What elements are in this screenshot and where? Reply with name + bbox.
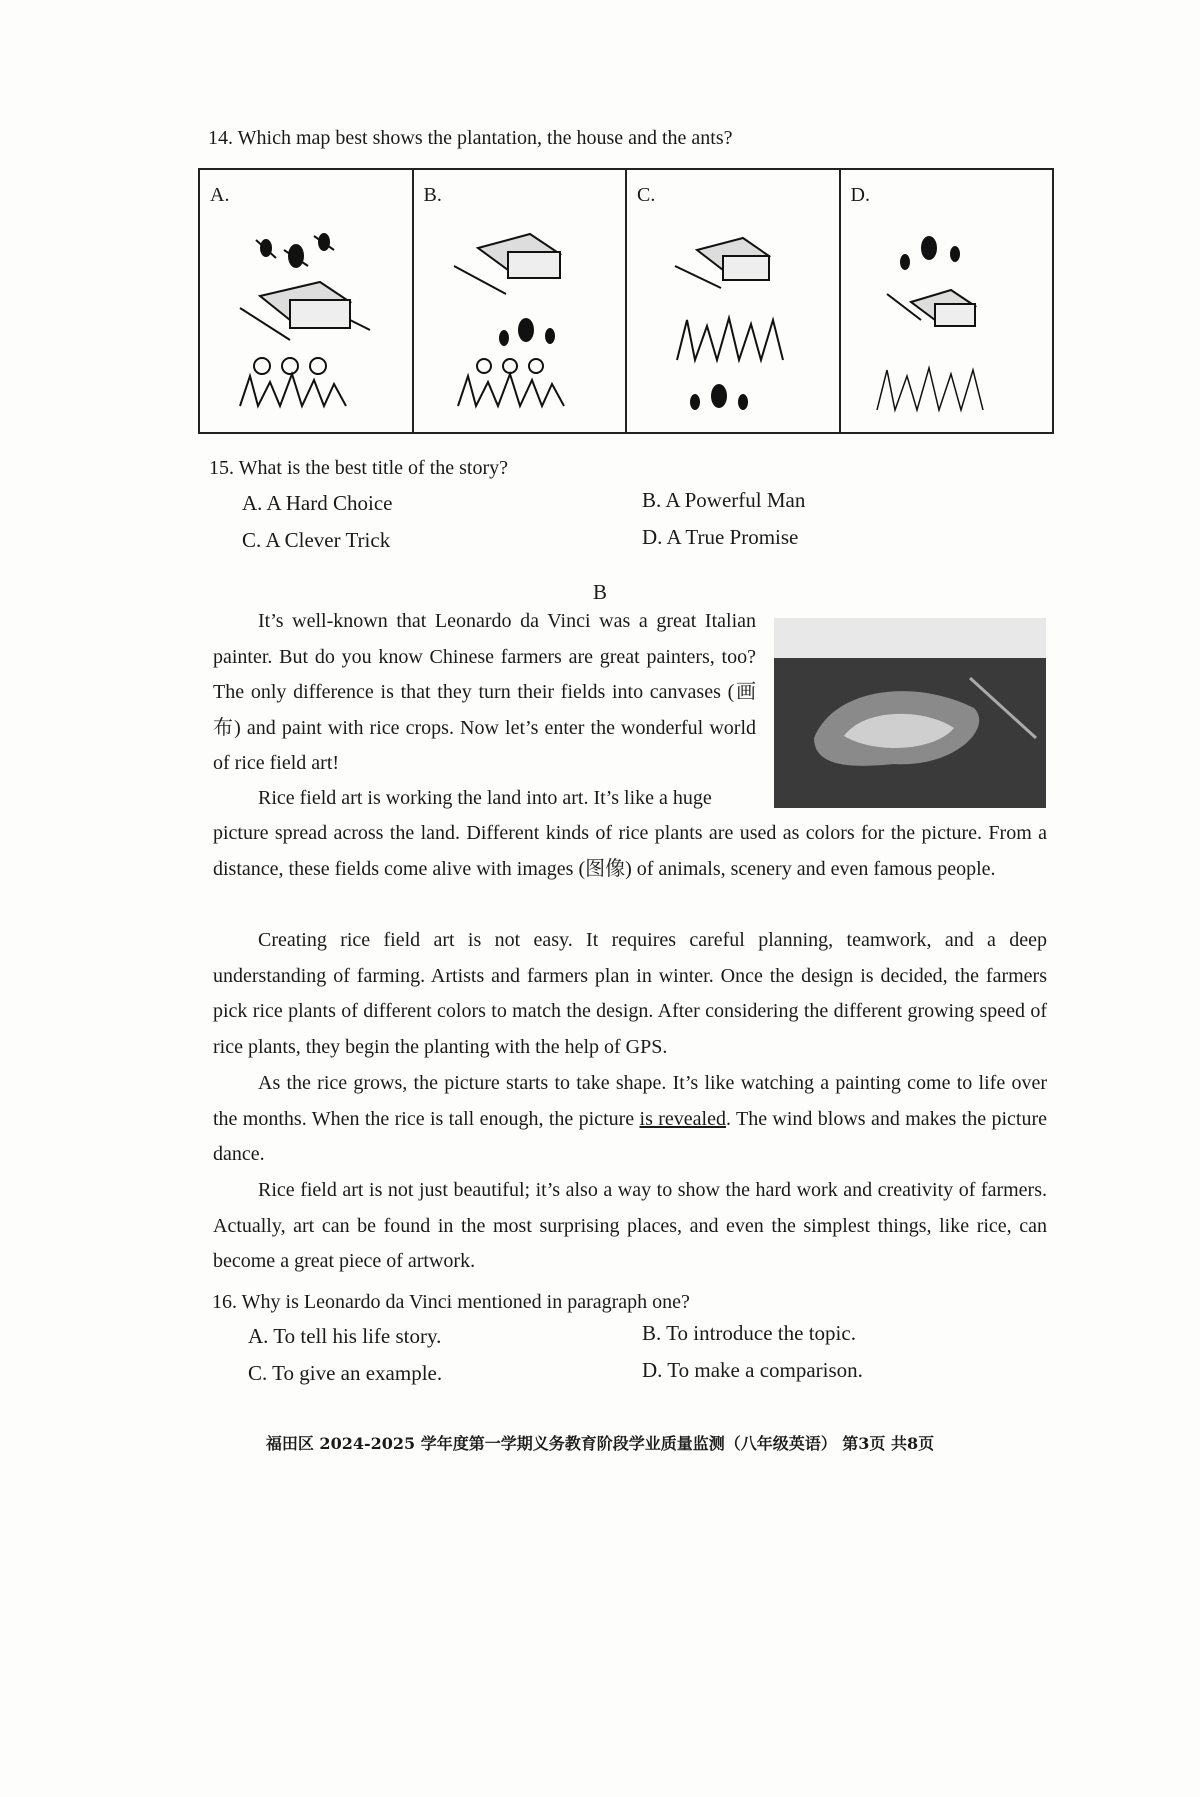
passage-paragraph-1 [213,604,756,782]
question-16-stem: 16. Why is Leonardo da Vinci mentioned in paragraph one? [212,1291,690,1313]
map-d-drawing [841,170,1053,432]
section-heading: B [592,580,607,604]
passage-paragraph-4-text-b: . The wind blows and makes the picture dance. [213,1107,1047,1165]
map-option-c-label: C. [637,184,656,206]
passage-paragraph-2-start [213,781,756,817]
passage-paragraph-5 [213,1173,1047,1280]
passage-paragraph-3 [213,923,1047,1065]
question-15-option-b[interactable]: B. A Powerful Man [642,488,806,512]
question-15-option-d[interactable]: D. A True Promise [642,525,799,549]
map-option-d-label: D. [850,184,870,206]
map-option-c[interactable] [627,170,841,432]
ants-icon [256,233,334,268]
passage-paragraph-2-rest [213,816,1047,887]
question-15-stem: 15. What is the best title of the story? [209,457,509,479]
map-b-drawing [414,170,626,432]
plantation-icon [877,368,983,410]
house-icon [454,234,560,294]
passage-paragraph-4-text-a: As the rice grows, the picture starts to take shape. It’s like watching a painting come to life over the months. When the rice is tall enough, the picture [213,1072,1047,1130]
question-16-option-d[interactable]: D. To make a comparison. [642,1358,863,1382]
plantation-icon [458,359,564,406]
question-16-option-b[interactable]: B. To introduce the topic. [642,1321,856,1345]
house-icon [887,290,975,326]
passage-paragraph-3-text: Creating rice field art is not easy. It requires careful planning, teamwork, and a deep understanding of farming. Artists and farmers plan in winter. Once the design is decided, the farmers pick rice plants of different colors to match the design. After considering the different growing speed of rice plants, they begin the planting with the help of GPS. [213,929,1047,1058]
underlined-phrase: is revealed [639,1107,726,1130]
passage-paragraph-2-text-a: Rice field art is working the land into art. It’s like a huge [258,787,712,809]
map-option-b[interactable] [414,170,628,432]
passage-paragraph-2-text-b: picture spread across the land. Different kinds of rice plants are used as colors for the picture. From a distance, these fields come alive with images (图像) of animals, scenery and even famous people. [213,822,1047,880]
house-icon [675,238,769,288]
question-15-option-a[interactable]: A. A Hard Choice [242,491,393,515]
passage-paragraph-5-text: Rice field art is not just beautiful; it’s also a way to show the hard work and creativity of farmers. Actually, art can be found in the most surprising places, and even the simplest things, like rice, can become a great piece of artwork. [213,1179,1047,1272]
map-a-drawing [200,170,412,432]
house-icon [240,282,370,340]
map-option-d[interactable] [841,170,1053,432]
map-option-a[interactable] [200,170,414,432]
question-15-option-c[interactable]: C. A Clever Trick [242,528,391,552]
question-14-map-options [198,168,1054,434]
map-c-drawing [627,170,839,432]
question-14-stem: 14. Which map best shows the plantation, the house and the ants? [208,127,733,149]
question-16-option-c[interactable]: C. To give an example. [248,1361,443,1385]
passage-paragraph-4 [213,1066,1047,1173]
ants-icon [499,318,555,346]
map-option-b-label: B. [423,184,442,206]
plantation-icon [240,358,346,406]
map-option-a-label: A. [210,184,230,206]
plantation-icon [677,318,783,360]
rice-field-art-photo [774,618,1046,808]
passage-paragraph-1-text: It’s well-known that Leonardo da Vinci was a great Italian painter. But do you know Chinese farmers are great painters, too? The only difference is that they turn their fields into canvases (画布) and paint with rice crops. Now let’s enter the wonderful world of rice field art! [213,610,756,774]
page-footer: 福田区 2024-2025 学年度第一学期义务教育阶段学业质量监测（八年级英语） 第3页 共8页 [265,1434,935,1453]
ants-icon [690,384,748,410]
question-16-option-a[interactable]: A. To tell his life story. [248,1324,442,1348]
ants-icon [900,236,960,270]
rice-field-art-image [774,618,1046,808]
